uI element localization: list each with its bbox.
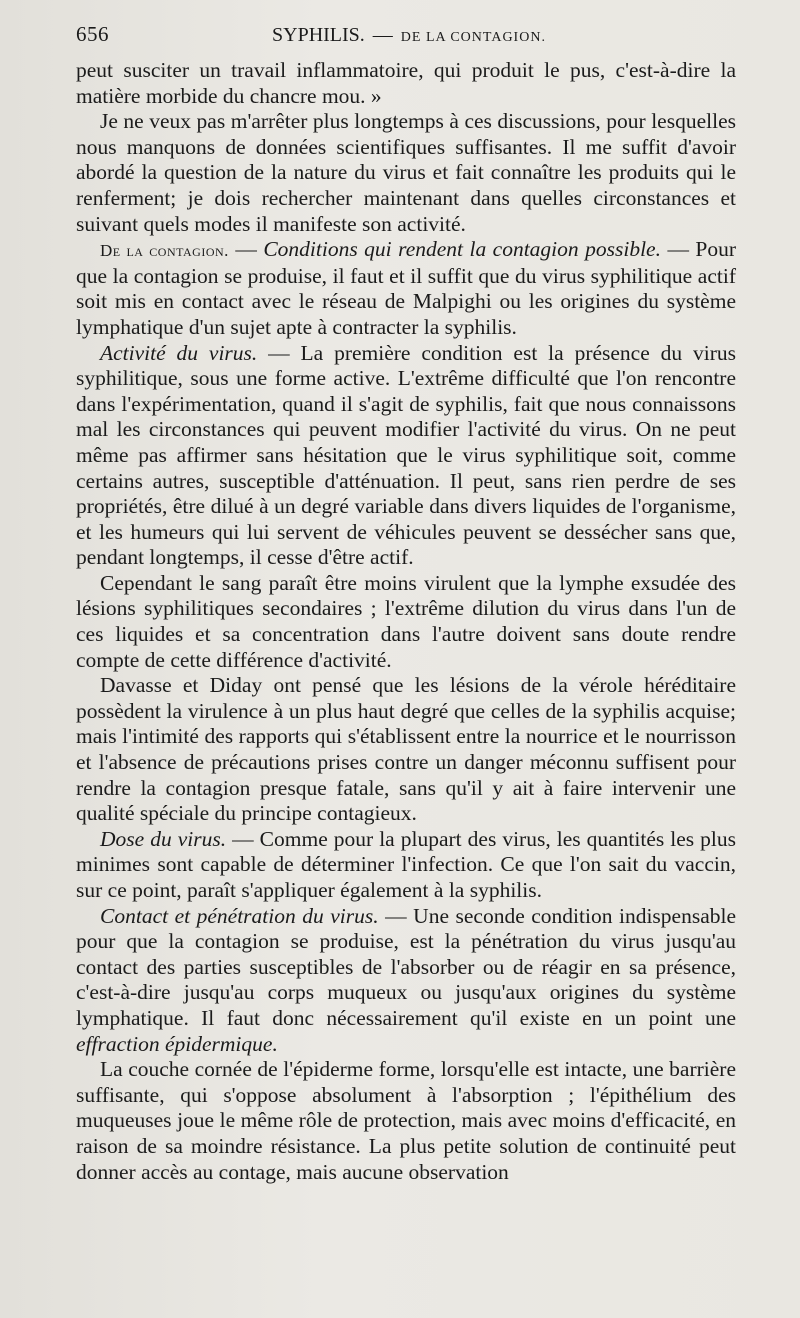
page-header [76, 22, 736, 52]
paragraph-1: peut susciter un travail inflammatoire, qui produit le pus, c'est-à-dire la matière morbide du chancre mou. » [76, 58, 736, 108]
running-title: SYPHILIS. [272, 24, 365, 46]
paragraph-3-text: — Pour que la contagion se produise, il faut et il suffit que du virus syphilitique actif soit mis en contact avec le réseau de Malpighi ou les origines du système lymphatique d'un sujet apte à contracter la syphilis. [76, 237, 737, 339]
italic-effraction: effraction épidermique. [76, 1031, 278, 1056]
section-heading-contagion: De la contagion. [100, 241, 229, 261]
paragraph-2: Je ne veux pas m'arrêter plus longtemps à ces discussions, pour lesquelles nous manquons de données scientifiques suffisantes. Il me suffit d'avoir abordé la question de la nature du virus et fait connaître les produits qui le renferment; je dois rechercher maintenant dans quelles circonstances et suivant quels modes il manifeste son activité. [76, 109, 736, 236]
paragraph-7-text: Comme pour la plupart des virus, les quantités les plus minimes sont capable de déterminer l'infection. Ce que l'on sait du vaccin, sur ce point, paraît s'appliquer également à la syphilis. [76, 826, 737, 902]
section-title: DE LA CONTAGION. [400, 30, 546, 45]
dash: — [268, 340, 290, 365]
subheading-activite: Activité du virus. [100, 340, 258, 365]
subheading-conditions: Conditions qui rendent la contagion possible. [263, 237, 661, 262]
header-dash: — [372, 24, 393, 46]
paragraph-6: Davasse et Diday ont pensé que les lésions de la vérole héréditaire possèdent la virulence à un plus haut degré que celles de la syphilis acquise; mais l'intimité des rapports qui s'établissent entre la nourrice et le nourrisson et l'absence de précautions prises contre un danger méconnu suffisent pour rendre la contagion presque fatale, sans qu'il y ait à faire intervenir une qualité spéciale du principe contagieux. [76, 673, 736, 826]
dash: — [232, 826, 254, 851]
paragraph-3 [76, 237, 736, 340]
page-number: 656 [76, 22, 109, 46]
paragraph-9: La couche cornée de l'épiderme forme, lorsqu'elle est intacte, une barrière suffisante, qui s'oppose absolument à l'absorption ; l'épithélium des muqueuses joue le même rôle de protection, mais avec moins d'efficacité, en raison de sa moindre résistance. La plus petite solution de continuité peut donner accès au contage, mais aucune observation [76, 1057, 736, 1184]
subheading-dose: Dose du virus. [100, 826, 227, 851]
dash: — [235, 237, 257, 262]
paragraph-8-text: Une seconde condition indispensable pour que la contagion se produise, est la pénétration du virus jusqu'au contact des parties susceptibles de l'absorber ou de réagir en sa présence, c'est-à-dire jusqu'au corps muqueux ou jusqu'aux origines du système lymphatique. Il faut donc nécessairement qu'il existe en un point une [76, 903, 737, 1030]
paragraph-7 [76, 827, 736, 904]
paragraph-4 [76, 341, 736, 571]
running-head [272, 24, 546, 47]
paragraph-8 [76, 904, 736, 1058]
body-text [76, 58, 736, 1185]
dash: — [385, 903, 407, 928]
paragraph-4-text: La première condition est la présence du virus syphilitique, sous une forme active. L'extrême difficulté que l'on rencontre dans l'expérimentation, quand il s'agit de syphilis, fait que nous connaissons mal les circonstances qui peuvent modifier l'activité du virus. On ne peut même pas affirmer sans hésitation que le virus syphilitique soit, comme certains autres, susceptible d'atténuation. Il peut, sans rien perdre de ses propriétés, être dilué à un degré variable dans divers liquides de l'organisme, et les humeurs qui lui servent de véhicules peuvent se dessécher sans que, pendant longtemps, il cesse d'être actif. [76, 340, 737, 570]
paragraph-5: Cependant le sang paraît être moins virulent que la lymphe exsudée des lésions syphilitiques secondaires ; l'extrême dilution du virus dans l'un de ces liquides et sa concentration dans l'autre doivent sans doute rendre compte de cette différence d'activité. [76, 570, 736, 672]
subheading-contact: Contact et pénétration du virus. [100, 903, 379, 928]
